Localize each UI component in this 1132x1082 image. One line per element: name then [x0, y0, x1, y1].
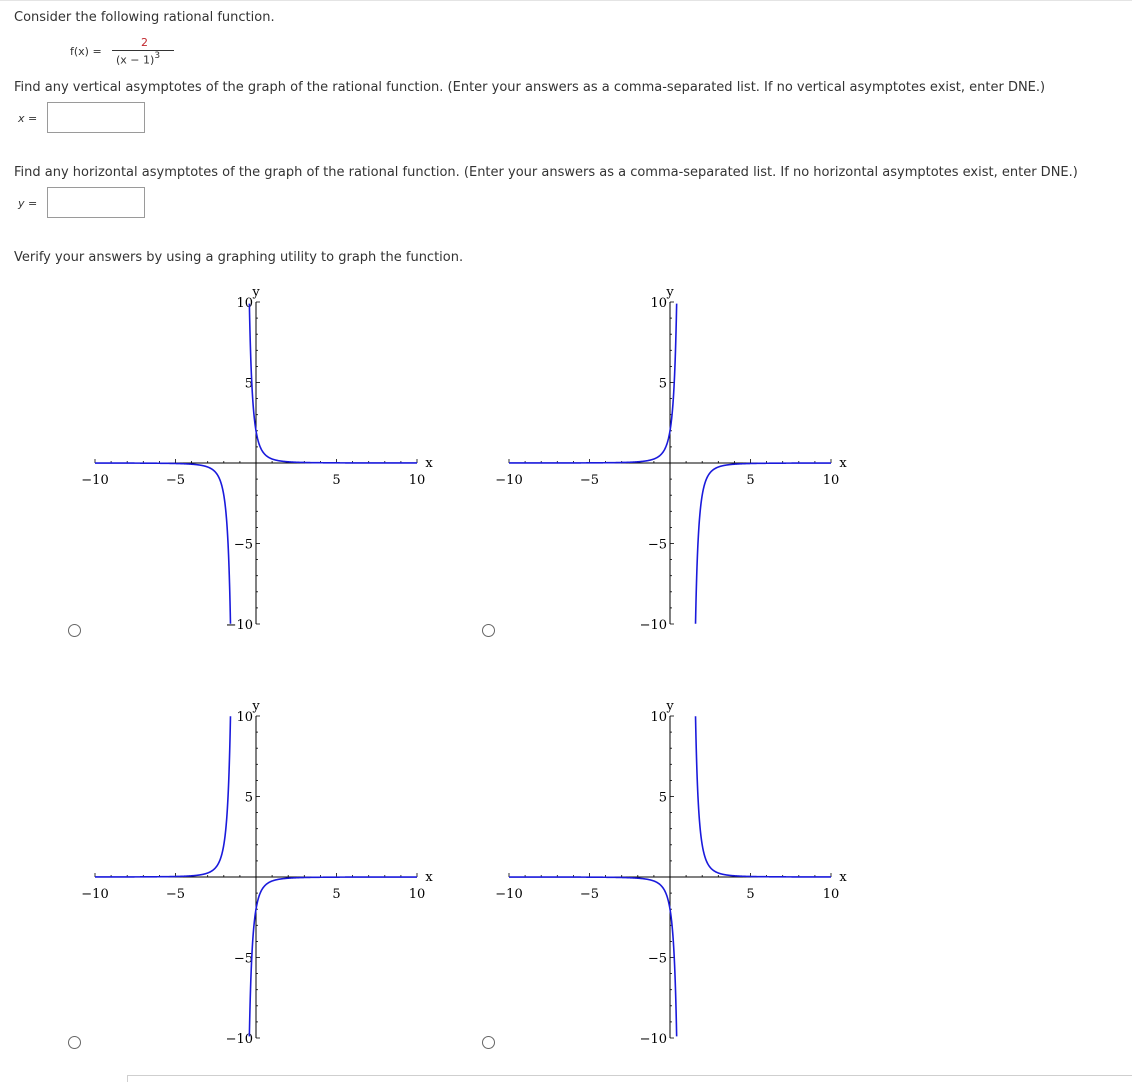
x-tick-label: −5 [165, 473, 186, 488]
y-tick-label: −5 [233, 537, 253, 553]
x-axis-label: x [839, 870, 847, 885]
curve-left-branch [95, 463, 230, 624]
x-tick-label: 5 [332, 473, 341, 488]
curve-left-branch [95, 716, 230, 877]
x-tick-label: −5 [579, 887, 600, 902]
y-axis-label: y [252, 699, 260, 714]
y-tick-label: −10 [225, 1032, 253, 1047]
y-axis-label: y [666, 285, 674, 300]
curve-left-branch [509, 304, 677, 463]
y-axis-label: y [666, 699, 674, 714]
bottom-divider [127, 1075, 1132, 1076]
denominator-exponent: 3 [154, 51, 161, 61]
top-divider [0, 0, 1132, 1]
function-numerator: 2 [141, 36, 148, 49]
x-equals-label: x = [18, 112, 38, 125]
verify-text: Verify your answers by using a graphing utility to graph the function. [14, 250, 464, 265]
y-tick-label: 5 [244, 376, 253, 392]
x-tick-label: −10 [81, 887, 109, 902]
y-tick-label: 10 [650, 710, 667, 725]
y-tick-label: −10 [639, 1032, 667, 1047]
y-tick-label: 10 [236, 296, 253, 311]
x-tick-label: −10 [495, 887, 523, 902]
x-tick-label: −10 [81, 473, 109, 488]
y-tick-label: −10 [225, 618, 253, 633]
y-equals-label: y = [18, 197, 38, 210]
vertical-asymptote-input[interactable] [47, 102, 145, 133]
graph-option-2 [494, 270, 864, 640]
curve-right-branch [696, 463, 831, 624]
x-tick-label: −5 [165, 887, 186, 902]
y-tick-label: −10 [639, 618, 667, 633]
x-axis-label: x [425, 456, 433, 471]
x-tick-label: 5 [746, 887, 755, 902]
x-tick-label: 10 [822, 887, 840, 902]
radio-option-2[interactable] [482, 624, 495, 637]
y-axis-label: y [252, 285, 260, 300]
function-name: f(x) = [70, 45, 102, 58]
denominator-base: (x − 1) [116, 53, 155, 67]
x-tick-label: 10 [408, 473, 426, 488]
bottom-divider-corner [127, 1075, 128, 1082]
curve-right-branch [696, 716, 831, 877]
radio-option-3[interactable] [68, 1036, 81, 1049]
y-tick-label: 5 [244, 790, 253, 806]
graph-option-4 [494, 684, 864, 1054]
fraction-bar [112, 50, 174, 51]
y-tick-label: 5 [658, 376, 667, 392]
x-tick-label: −5 [579, 473, 600, 488]
y-tick-label: −5 [647, 537, 667, 553]
x-axis-label: x [839, 456, 847, 471]
y-tick-label: 10 [236, 710, 253, 725]
curve-right-branch [249, 304, 417, 463]
y-tick-label: 10 [650, 296, 667, 311]
radio-option-4[interactable] [482, 1036, 495, 1049]
x-tick-label: 10 [408, 887, 426, 902]
x-tick-label: −10 [495, 473, 523, 488]
radio-option-1[interactable] [68, 624, 81, 637]
graph-option-3 [80, 684, 450, 1054]
y-tick-label: −5 [233, 951, 253, 967]
horizontal-asymptote-input[interactable] [47, 187, 145, 218]
function-denominator [116, 52, 160, 67]
intro-text: Consider the following rational function. [14, 10, 275, 25]
x-tick-label: 5 [332, 887, 341, 902]
x-tick-label: 5 [746, 473, 755, 488]
graph-option-1 [80, 270, 450, 640]
x-axis-label: x [425, 870, 433, 885]
y-tick-label: 5 [658, 790, 667, 806]
vertical-asymptote-prompt: Find any vertical asymptotes of the graph of the rational function. (Enter your answers as a comma-separated list. If no vertical asymptotes exist, enter DNE.) [14, 80, 1046, 95]
y-tick-label: −5 [647, 951, 667, 967]
x-tick-label: 10 [822, 473, 840, 488]
horizontal-asymptote-prompt: Find any horizontal asymptotes of the graph of the rational function. (Enter your answers as a comma-separated list. If no horizontal asymptotes exist, enter DNE.) [14, 165, 1078, 180]
